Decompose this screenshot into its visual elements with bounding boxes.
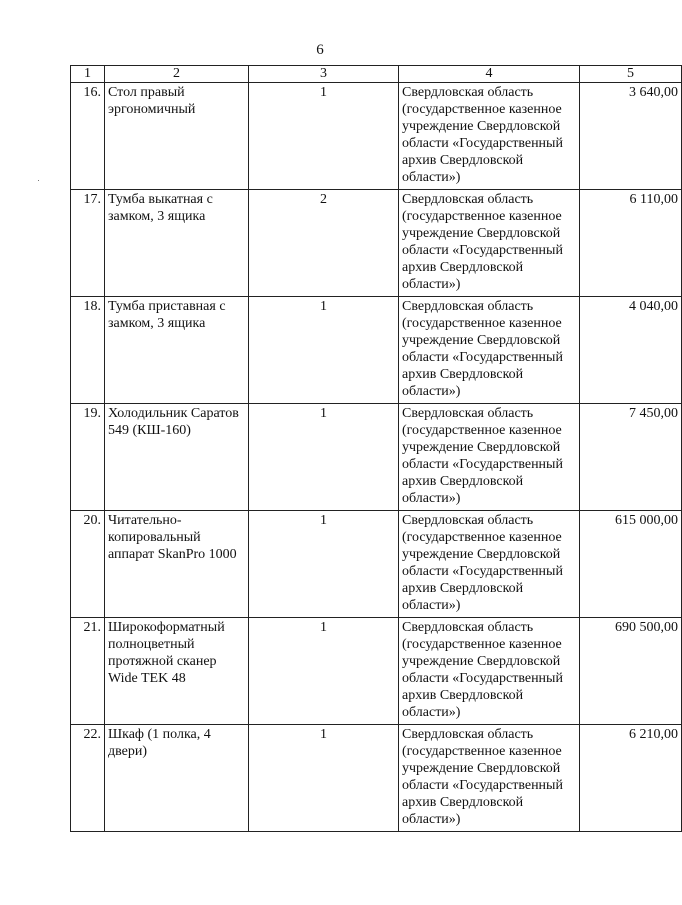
item-holder: Свердловская область (государственное казенное учреждение Свердловской области «Государственный архив Свердловской области») bbox=[399, 725, 580, 832]
item-holder: Свердловская область (государственное казенное учреждение Свердловской области «Государственный архив Свердловской области») bbox=[399, 511, 580, 618]
item-price: 3 640,00 bbox=[580, 83, 682, 190]
item-holder: Свердловская область (государственное казенное учреждение Свердловской области «Государственный архив Свердловской области») bbox=[399, 297, 580, 404]
item-quantity: 1 bbox=[249, 511, 399, 618]
table-body bbox=[71, 83, 682, 832]
table-row bbox=[71, 511, 682, 618]
item-price: 7 450,00 bbox=[580, 404, 682, 511]
table-row bbox=[71, 725, 682, 832]
table-row bbox=[71, 618, 682, 725]
table-row bbox=[71, 83, 682, 190]
row-number: 20. bbox=[71, 511, 105, 618]
item-quantity: 1 bbox=[249, 725, 399, 832]
item-price: 4 040,00 bbox=[580, 297, 682, 404]
item-quantity: 1 bbox=[249, 618, 399, 725]
item-price: 615 000,00 bbox=[580, 511, 682, 618]
row-number: 21. bbox=[71, 618, 105, 725]
item-holder: Свердловская область (государственное казенное учреждение Свердловской области «Государственный архив Свердловской области») bbox=[399, 190, 580, 297]
item-quantity: 1 bbox=[249, 404, 399, 511]
table-row bbox=[71, 190, 682, 297]
row-number: 18. bbox=[71, 297, 105, 404]
property-table bbox=[70, 65, 682, 832]
table-row bbox=[71, 404, 682, 511]
item-holder: Свердловская область (государственное казенное учреждение Свердловской области «Государственный архив Свердловской области») bbox=[399, 83, 580, 190]
row-number: 22. bbox=[71, 725, 105, 832]
header-col-5: 5 bbox=[580, 66, 682, 83]
item-name: Холодильник Саратов 549 (КШ-160) bbox=[105, 404, 249, 511]
item-holder: Свердловская область (государственное казенное учреждение Свердловской области «Государственный архив Свердловской области») bbox=[399, 618, 580, 725]
item-quantity: 1 bbox=[249, 297, 399, 404]
table-header-row bbox=[71, 66, 682, 83]
item-name: Тумба выкатная с замком, 3 ящика bbox=[105, 190, 249, 297]
item-name: Тумба приставная с замком, 3 ящика bbox=[105, 297, 249, 404]
header-col-4: 4 bbox=[399, 66, 580, 83]
item-name: Шкаф (1 полка, 4 двери) bbox=[105, 725, 249, 832]
page-number: 6 bbox=[316, 42, 324, 58]
item-price: 6 210,00 bbox=[580, 725, 682, 832]
item-holder: Свердловская область (государственное казенное учреждение Свердловской области «Государственный архив Свердловской области») bbox=[399, 404, 580, 511]
item-quantity: 2 bbox=[249, 190, 399, 297]
item-name: Широкоформатный полноцветный протяжной сканер Wide TEK 48 bbox=[105, 618, 249, 725]
scan-artifact bbox=[38, 180, 39, 181]
table-row bbox=[71, 297, 682, 404]
table-header bbox=[71, 66, 682, 83]
row-number: 19. bbox=[71, 404, 105, 511]
row-number: 16. bbox=[71, 83, 105, 190]
header-col-3: 3 bbox=[249, 66, 399, 83]
item-quantity: 1 bbox=[249, 83, 399, 190]
header-col-2: 2 bbox=[105, 66, 249, 83]
item-price: 6 110,00 bbox=[580, 190, 682, 297]
item-price: 690 500,00 bbox=[580, 618, 682, 725]
header-col-1: 1 bbox=[71, 66, 105, 83]
row-number: 17. bbox=[71, 190, 105, 297]
item-name: Читательно-копировальный аппарат SkanPro 1000 bbox=[105, 511, 249, 618]
item-name: Стол правый эргономичный bbox=[105, 83, 249, 190]
